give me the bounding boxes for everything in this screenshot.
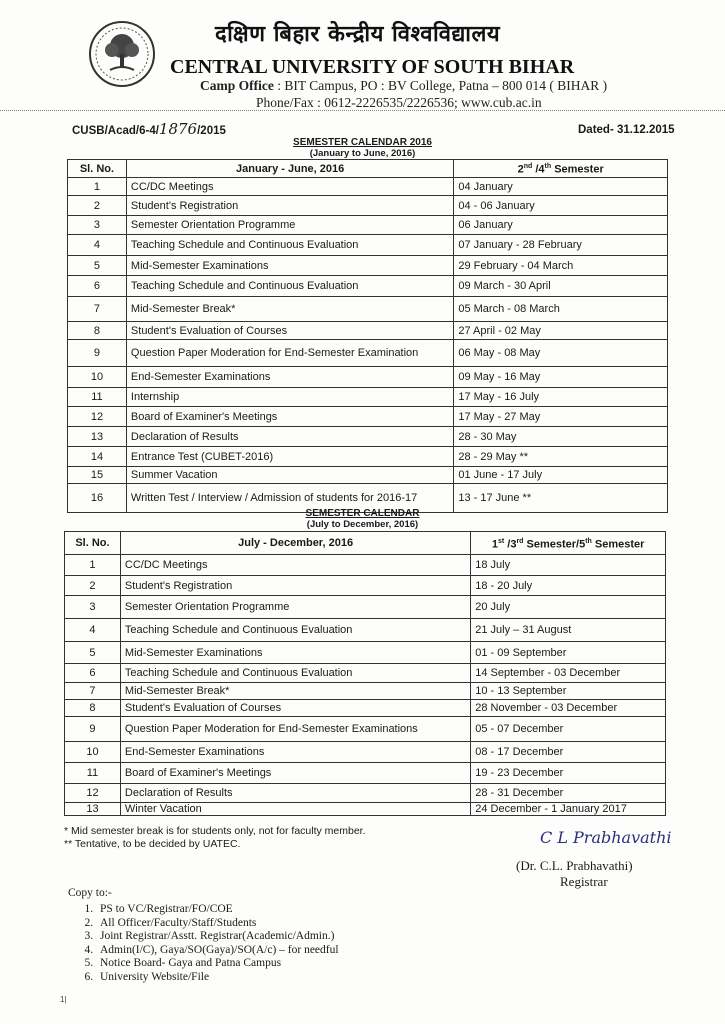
table-row — [65, 664, 666, 683]
serial-number-cell: 9 — [65, 717, 121, 742]
table-row — [68, 447, 668, 467]
event-cell: Mid-Semester Examinations — [126, 256, 453, 276]
date-cell: 13 - 17 June ** — [454, 484, 668, 513]
date-cell: 28 - 30 May — [454, 427, 668, 447]
date-cell: 05 March - 08 March — [454, 297, 668, 322]
event-cell: End-Semester Examinations — [120, 742, 470, 763]
serial-number-cell: 3 — [68, 216, 127, 235]
header-divider — [0, 110, 725, 111]
serial-number-cell: 4 — [68, 235, 127, 256]
calendar2-table — [64, 531, 666, 816]
date-cell: 09 March - 30 April — [454, 276, 668, 297]
event-cell: Entrance Test (CUBET-2016) — [126, 447, 453, 467]
event-cell: Winter Vacation — [120, 803, 470, 816]
camp-office-label: Camp Office — [200, 78, 274, 93]
table-row — [65, 642, 666, 664]
table-row — [68, 340, 668, 367]
event-cell: Student's Evaluation of Courses — [126, 322, 453, 340]
table-row — [65, 596, 666, 619]
date-cell: 09 May - 16 May — [454, 367, 668, 388]
serial-number-cell: 14 — [68, 447, 127, 467]
serial-number-cell: 15 — [68, 467, 127, 484]
calendar2-header-row — [65, 532, 666, 555]
copy-to-list — [68, 903, 339, 984]
event-cell: Written Test / Interview / Admission of students for 2016-17 — [126, 484, 453, 513]
calendar1-header-period: January - June, 2016 — [126, 160, 453, 178]
date-cell: 04 - 06 January — [454, 196, 668, 216]
serial-number-cell: 12 — [65, 784, 121, 803]
copy-to-item: 2. All Officer/Faculty/Staff/Students — [96, 917, 339, 931]
copy-to-label: Copy to:- — [68, 887, 112, 899]
page-mark: 1| — [60, 995, 67, 1004]
date-cell: 17 May - 16 July — [454, 388, 668, 407]
serial-number-cell: 5 — [68, 256, 127, 276]
serial-number-cell: 10 — [68, 367, 127, 388]
date-cell: 28 - 29 May ** — [454, 447, 668, 467]
signatory-name: (Dr. C.L. Prabhavathi) — [516, 858, 633, 873]
serial-number-cell: 2 — [65, 576, 121, 596]
event-cell: Mid-Semester Examinations — [120, 642, 470, 664]
serial-number-cell: 12 — [68, 407, 127, 427]
date-cell: 18 July — [471, 555, 666, 576]
serial-number-cell: 6 — [65, 664, 121, 683]
serial-number-cell: 13 — [65, 803, 121, 816]
serial-number-cell: 1 — [68, 178, 127, 196]
date-cell: 24 December - 1 January 2017 — [471, 803, 666, 816]
event-cell: CC/DC Meetings — [120, 555, 470, 576]
serial-number-cell: 4 — [65, 619, 121, 642]
table-row — [65, 742, 666, 763]
serial-number-cell: 2 — [68, 196, 127, 216]
calendar1-header-semester: 2nd /4th Semester — [454, 160, 668, 178]
serial-number-cell: 5 — [65, 642, 121, 664]
event-cell: End-Semester Examinations — [126, 367, 453, 388]
event-cell: Student's Registration — [126, 196, 453, 216]
serial-number-cell: 11 — [65, 763, 121, 784]
event-cell: Board of Examiner's Meetings — [126, 407, 453, 427]
reference-prefix: CUSB/Acad/6-4/ — [72, 125, 159, 137]
table-row — [65, 717, 666, 742]
serial-number-cell: 7 — [68, 297, 127, 322]
phone-fax-website: Phone/Fax : 0612-2226535/2226536; www.cub.ac.in — [256, 95, 542, 110]
calendar2-header-slno: Sl. No. — [65, 532, 121, 555]
copy-to-section — [68, 887, 339, 984]
date-cell: 05 - 07 December — [471, 717, 666, 742]
table-row — [68, 178, 668, 196]
calendar2-subtitle: (July to December, 2016) — [306, 519, 419, 530]
date-cell: 10 - 13 September — [471, 683, 666, 700]
date-cell: 01 June - 17 July — [454, 467, 668, 484]
table-row — [65, 683, 666, 700]
calendar2-header-period: July - December, 2016 — [120, 532, 470, 555]
date-cell: 06 May - 08 May — [454, 340, 668, 367]
serial-number-cell: 6 — [68, 276, 127, 297]
date-cell: 04 January — [454, 178, 668, 196]
serial-number-cell: 10 — [65, 742, 121, 763]
copy-to-item: 6. University Website/File — [96, 971, 339, 985]
event-cell: Declaration of Results — [126, 427, 453, 447]
table-row — [65, 576, 666, 596]
serial-number-cell: 11 — [68, 388, 127, 407]
date-cell: 28 - 31 December — [471, 784, 666, 803]
calendar1-subtitle: (January to June, 2016) — [309, 148, 416, 159]
copy-to-item: 4. Admin(I/C), Gaya/SO(Gaya)/SO(A/c) – for needful — [96, 944, 339, 958]
event-cell: Question Paper Moderation for End-Semester Examination — [126, 340, 453, 367]
table-row — [65, 619, 666, 642]
table-row — [68, 322, 668, 340]
calendar1-header-row — [68, 160, 668, 178]
date-cell: 07 January - 28 February — [454, 235, 668, 256]
university-seal-logo — [88, 20, 156, 88]
calendar1-table — [67, 159, 668, 513]
calendar2-body — [65, 555, 666, 816]
calendar1-heading — [0, 137, 725, 159]
serial-number-cell: 7 — [65, 683, 121, 700]
event-cell: Teaching Schedule and Continuous Evaluation — [120, 664, 470, 683]
event-cell: Internship — [126, 388, 453, 407]
serial-number-cell: 13 — [68, 427, 127, 447]
date-cell: 19 - 23 December — [471, 763, 666, 784]
calendar2-heading — [0, 508, 725, 530]
footnotes — [64, 825, 366, 851]
date-cell: 14 September - 03 December — [471, 664, 666, 683]
calendar1-header-slno: Sl. No. — [68, 160, 127, 178]
table-row — [68, 276, 668, 297]
event-cell: Mid-Semester Break* — [120, 683, 470, 700]
issue-date: Dated- 31.12.2015 — [578, 124, 675, 136]
table-row — [68, 216, 668, 235]
table-row — [68, 367, 668, 388]
table-row — [65, 555, 666, 576]
date-cell: 17 May - 27 May — [454, 407, 668, 427]
table-row — [68, 235, 668, 256]
reference-number — [72, 120, 226, 138]
calendar2-header-semester: 1st /3rd Semester/5th Semester — [471, 532, 666, 555]
date-cell: 20 July — [471, 596, 666, 619]
footnote-tentative: ** Tentative, to be decided by UATEC. — [64, 838, 241, 850]
event-cell: Teaching Schedule and Continuous Evaluation — [126, 235, 453, 256]
date-cell: 18 - 20 July — [471, 576, 666, 596]
university-english-name: CENTRAL UNIVERSITY OF SOUTH BIHAR — [170, 56, 575, 78]
table-row — [68, 297, 668, 322]
table-row — [68, 467, 668, 484]
table-row — [68, 427, 668, 447]
date-cell: 08 - 17 December — [471, 742, 666, 763]
event-cell: Question Paper Moderation for End-Semester Examinations — [120, 717, 470, 742]
calendar2-title: SEMESTER CALENDAR — [305, 508, 420, 519]
event-cell: Board of Examiner's Meetings — [120, 763, 470, 784]
calendar1-body — [68, 178, 668, 513]
serial-number-cell: 1 — [65, 555, 121, 576]
event-cell: CC/DC Meetings — [126, 178, 453, 196]
camp-office-address — [200, 78, 607, 94]
date-cell: 27 April - 02 May — [454, 322, 668, 340]
table-row — [65, 700, 666, 717]
event-cell: Student's Registration — [120, 576, 470, 596]
university-hindi-name: दक्षिण बिहार केन्द्रीय विश्वविद्यालय — [215, 22, 501, 47]
serial-number-cell: 9 — [68, 340, 127, 367]
table-row — [68, 388, 668, 407]
table-row — [65, 784, 666, 803]
event-cell: Teaching Schedule and Continuous Evaluation — [126, 276, 453, 297]
date-cell: 28 November - 03 December — [471, 700, 666, 717]
date-cell: 21 July – 31 August — [471, 619, 666, 642]
copy-to-item: 1. PS to VC/Registrar/FO/COE — [96, 903, 339, 917]
table-row — [65, 803, 666, 816]
event-cell: Declaration of Results — [120, 784, 470, 803]
serial-number-cell: 8 — [68, 322, 127, 340]
table-row — [68, 256, 668, 276]
event-cell: Semester Orientation Programme — [126, 216, 453, 235]
reference-suffix: /2015 — [197, 125, 226, 137]
copy-to-item: 5. Notice Board- Gaya and Patna Campus — [96, 957, 339, 971]
table-row — [65, 763, 666, 784]
calendar1-title: SEMESTER CALENDAR 2016 — [293, 137, 432, 148]
copy-to-item: 3. Joint Registrar/Asstt. Registrar(Academic/Admin.) — [96, 930, 339, 944]
event-cell: Semester Orientation Programme — [120, 596, 470, 619]
signatory-role: Registrar — [560, 874, 608, 889]
serial-number-cell: 16 — [68, 484, 127, 513]
table-row — [68, 407, 668, 427]
date-cell: 06 January — [454, 216, 668, 235]
camp-office-text: : BIT Campus, PO : BV College, Patna – 800 014 ( BIHAR ) — [277, 78, 608, 93]
serial-number-cell: 3 — [65, 596, 121, 619]
event-cell: Student's Evaluation of Courses — [120, 700, 470, 717]
date-cell: 29 February - 04 March — [454, 256, 668, 276]
handwritten-signature: C L Prabhavathi — [540, 828, 672, 847]
serial-number-cell: 8 — [65, 700, 121, 717]
event-cell: Teaching Schedule and Continuous Evaluation — [120, 619, 470, 642]
table-row — [68, 196, 668, 216]
event-cell: Mid-Semester Break* — [126, 297, 453, 322]
reference-handwritten-number: 1876 — [158, 120, 198, 138]
event-cell: Summer Vacation — [126, 467, 453, 484]
date-cell: 01 - 09 September — [471, 642, 666, 664]
footnote-mid-semester-break: * Mid semester break is for students only, not for faculty member. — [64, 825, 366, 837]
